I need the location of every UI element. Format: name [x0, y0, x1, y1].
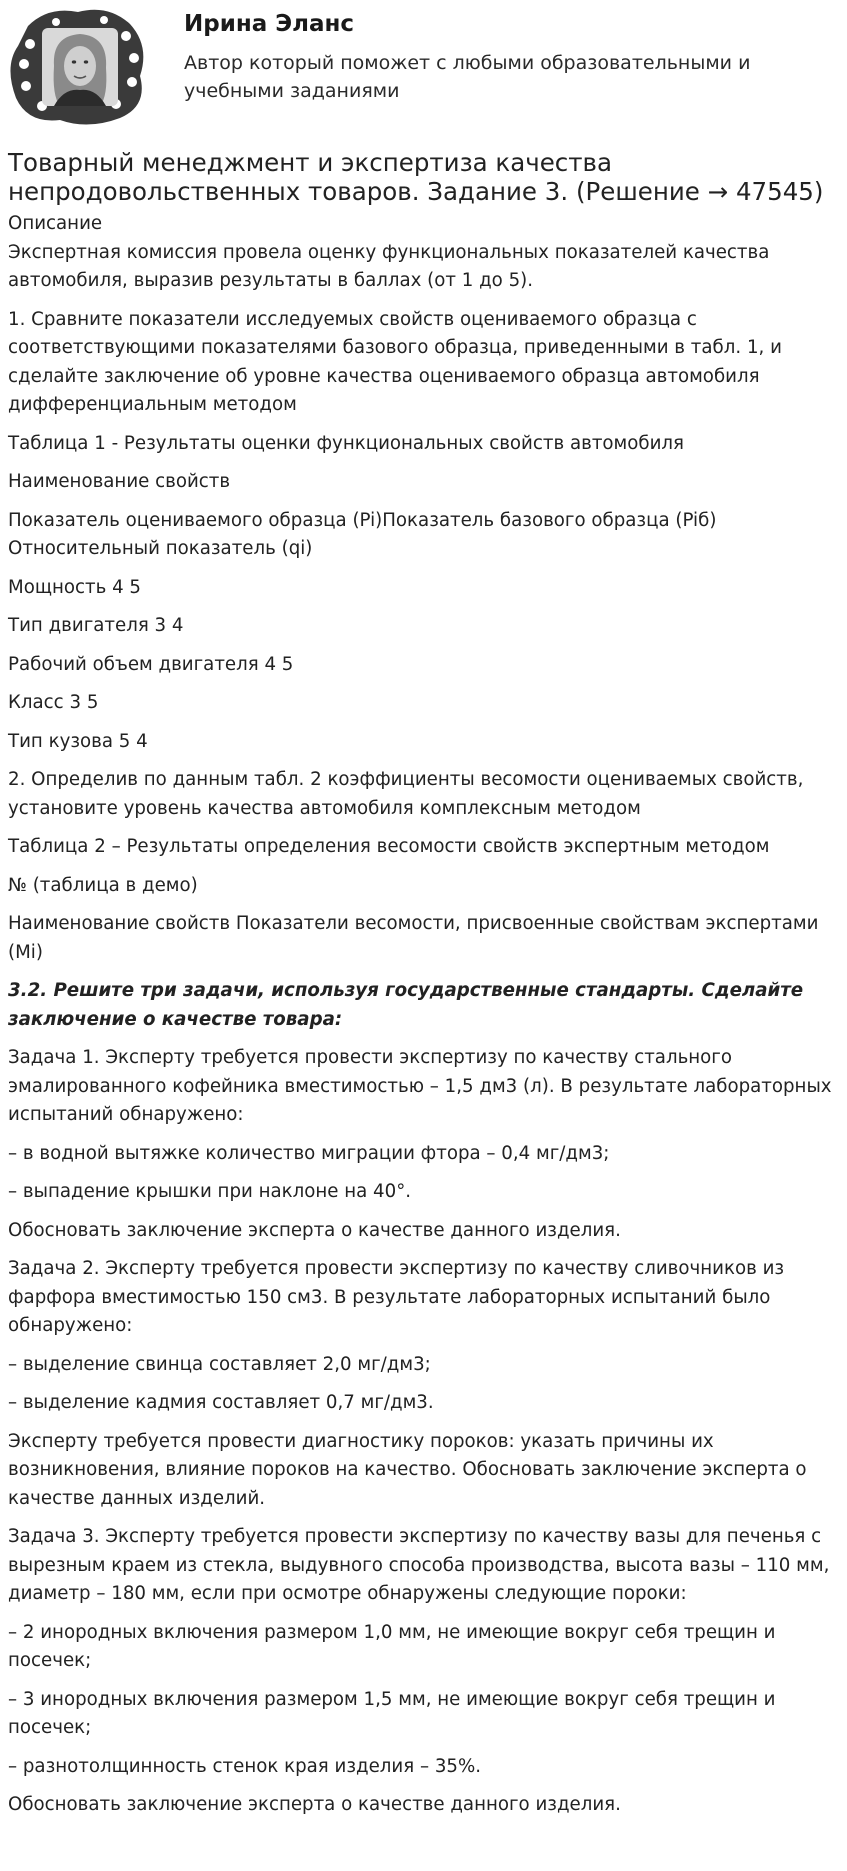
table-1-row: Класс 3 5 [8, 692, 99, 713]
problem-2-item: – выделение кадмия составляет 0,7 мг/дм3. [8, 1392, 434, 1413]
section-heading: 3.2. Решите три задачи, используя государственные стандарты. Сделайте заключение о качестве товара: [8, 980, 804, 1030]
table-1-header-columns: Показатель оцениваемого образца (Pi)Показатель базового образца (Piб) Относительный показатель (qi) [8, 509, 717, 559]
problem-3-item: – 3 инородных включения размером 1,5 мм, не имеющие вокруг себя трещин и посечек; [8, 1688, 776, 1738]
problem-1-item: – в водной вытяжке количество миграции фтора – 0,4 мг/дм3; [8, 1142, 610, 1164]
table-1-row: Тип кузова 5 4 [8, 730, 148, 752]
table-1-caption: Таблица 1 - Результаты оценки функциональных свойств автомобиля [8, 432, 684, 454]
table-1-row: Мощность 4 5 [8, 576, 141, 598]
problem-1: Задача 1. Эксперту требуется провести экспертизу по качеству стального эмалированного кофейника вместимостью – 1,5 дм3 (л). В результате лабораторных испытаний обнаружено: [8, 1047, 832, 1125]
table-2-header: Наименование свойств Показатели весомости, присвоенные свойствам экспертами (Mi) [8, 913, 819, 963]
problem-1-item: – выпадение крышки при наклоне на 40°. [8, 1181, 412, 1202]
problem-3-conclusion: Обосновать заключение эксперта о качестве данного изделия. [8, 1794, 621, 1815]
problem-3-item: – разнотолщинность стенок края изделия – 35%. [8, 1755, 482, 1777]
table-2-note: № (таблица в демо) [8, 874, 198, 896]
paragraph-task-1: 1. Сравните показатели исследуемых свойств оцениваемого образца с соответствующими показателями базового образца, приведенными в табл. 1, и сделайте заключение об уровне качества оцениваемого образца автомобиля дифференциальным методом [8, 308, 782, 415]
author-card [0, 0, 847, 140]
problem-2: Задача 2. Эксперту требуется провести экспертизу по качеству сливочников из фарфора вместимостью 150 см3. В результате лабораторных испытаний было обнаружено: [8, 1258, 785, 1336]
problem-1-conclusion: Обосновать заключение эксперта о качестве данного изделия. [8, 1219, 621, 1241]
page-title: Товарный менеджмент и экспертиза качества непродовольственных товаров. Задание 3. (Решение → 47545) [8, 148, 824, 206]
problem-3: Задача 3. Эксперту требуется провести экспертизу по качеству вазы для печенья с вырезным краем из стекла, выдувного способа производства, высота вазы – 110 мм, диаметр – 180 мм, если при осмотре обнаружены следующие пороки: [8, 1526, 830, 1604]
author-description: Автор который поможет с любыми образовательными и учебными заданиями [184, 52, 751, 102]
table-2-caption: Таблица 2 – Результаты определения весомости свойств экспертным методом [8, 836, 770, 857]
problem-3-item: – 2 инородных включения размером 1,0 мм, не имеющие вокруг себя трещин и посечек; [8, 1621, 776, 1671]
paragraph-intro: Экспертная комиссия провела оценку функциональных показателей качества автомобиля, выразив результаты в баллах (от 1 до 5). [8, 241, 770, 291]
author-name: Ирина Эланс [184, 11, 355, 37]
problem-2-conclusion: Эксперту требуется провести диагностику пороков: указать причины их возникновения, влияние пороков на качество. Обосновать заключение эксперта о качестве данных изделий. [8, 1430, 807, 1509]
article [8, 148, 842, 1830]
table-1-row: Рабочий объем двигателя 4 5 [8, 653, 294, 675]
problem-2-item: – выделение свинца составляет 2,0 мг/дм3; [8, 1353, 431, 1375]
table-1-header-name: Наименование свойств [8, 471, 231, 492]
author-avatar-icon [8, 6, 150, 126]
table-1-row: Тип двигателя 3 4 [8, 615, 184, 636]
paragraph-task-2: 2. Определив по данным табл. 2 коэффициенты весомости оцениваемых свойств, установите уровень качества автомобиля комплексным методом [8, 769, 804, 819]
description-label: Описание [8, 213, 103, 234]
